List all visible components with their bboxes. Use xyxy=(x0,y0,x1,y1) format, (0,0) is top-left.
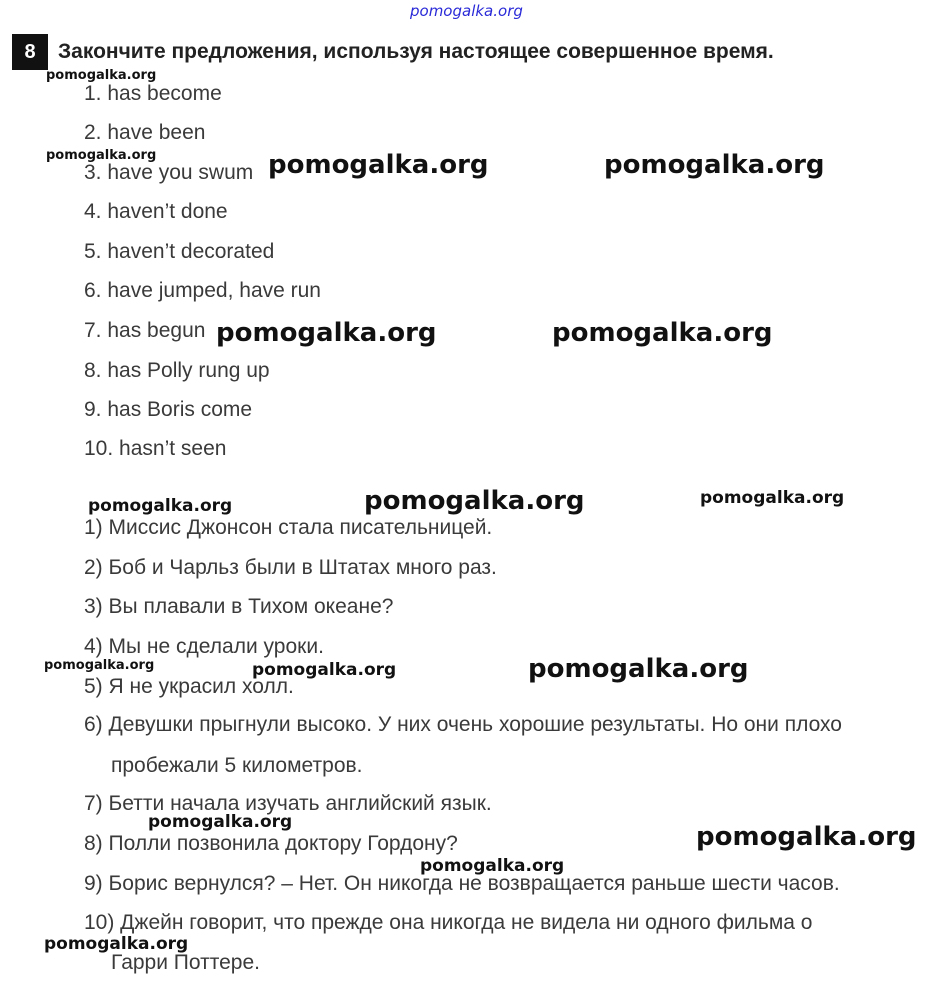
answer-line: 9. has Boris come xyxy=(84,398,253,421)
answer-line: 2. have been xyxy=(84,121,206,144)
translation-line: 9) Борис вернулся? – Нет. Он никогда не возвращается раньше шести часов. xyxy=(84,872,840,895)
answer-line: 7. has begun xyxy=(84,319,206,342)
watermark: pomogalka.org xyxy=(44,934,189,954)
watermark-top: pomogalka.org xyxy=(410,2,523,20)
translation-line: 4) Мы не сделали уроки. xyxy=(84,635,324,658)
translation-line: пробежали 5 километров. xyxy=(111,754,363,777)
watermark: pomogalka.org xyxy=(44,658,155,673)
watermark: pomogalka.org xyxy=(216,318,437,348)
watermark: pomogalka.org xyxy=(528,654,749,684)
translation-line: 5) Я не украсил холл. xyxy=(84,675,294,698)
answer-line: 5. haven’t decorated xyxy=(84,240,275,263)
translation-line: 6) Девушки прыгнули высоко. У них очень хорошие результаты. Но они плохо xyxy=(84,713,842,736)
translation-line: 3) Вы плавали в Тихом океане? xyxy=(84,595,394,618)
translation-line: 1) Миссис Джонсон стала писательницей. xyxy=(84,516,493,539)
watermark: pomogalka.org xyxy=(148,812,293,832)
translation-line: 8) Полли позвонила доктору Гордону? xyxy=(84,832,458,855)
translation-line: 7) Бетти начала изучать английский язык. xyxy=(84,792,492,815)
answer-line: 8. has Polly rung up xyxy=(84,359,270,382)
watermark: pomogalka.org xyxy=(700,488,845,508)
translation-line: Гарри Поттере. xyxy=(111,951,260,974)
answer-line: 4. haven’t done xyxy=(84,200,228,223)
task-number-badge: 8 xyxy=(12,34,48,70)
answer-line: 1. has become xyxy=(84,82,222,105)
answer-line: 6. have jumped, have run xyxy=(84,279,321,302)
watermark: pomogalka.org xyxy=(252,660,397,680)
watermark: pomogalka.org xyxy=(604,150,825,180)
translation-line: 2) Боб и Чарльз были в Штатах много раз. xyxy=(84,556,497,579)
watermark: pomogalka.org xyxy=(268,150,489,180)
watermark: pomogalka.org xyxy=(552,318,773,348)
answer-line: 10. hasn’t seen xyxy=(84,437,227,460)
task-title: Закончите предложения, используя настоящее совершенное время. xyxy=(58,40,774,63)
watermark: pomogalka.org xyxy=(364,486,585,516)
watermark: pomogalka.org xyxy=(420,856,565,876)
watermark: pomogalka.org xyxy=(46,148,157,163)
translation-line: 10) Джейн говорит, что прежде она никогда не видела ни одного фильма о xyxy=(84,911,813,934)
watermark: pomogalka.org xyxy=(696,822,917,852)
answer-line: 3. have you swum xyxy=(84,161,254,184)
watermark: pomogalka.org xyxy=(46,68,157,83)
watermark: pomogalka.org xyxy=(88,496,233,516)
